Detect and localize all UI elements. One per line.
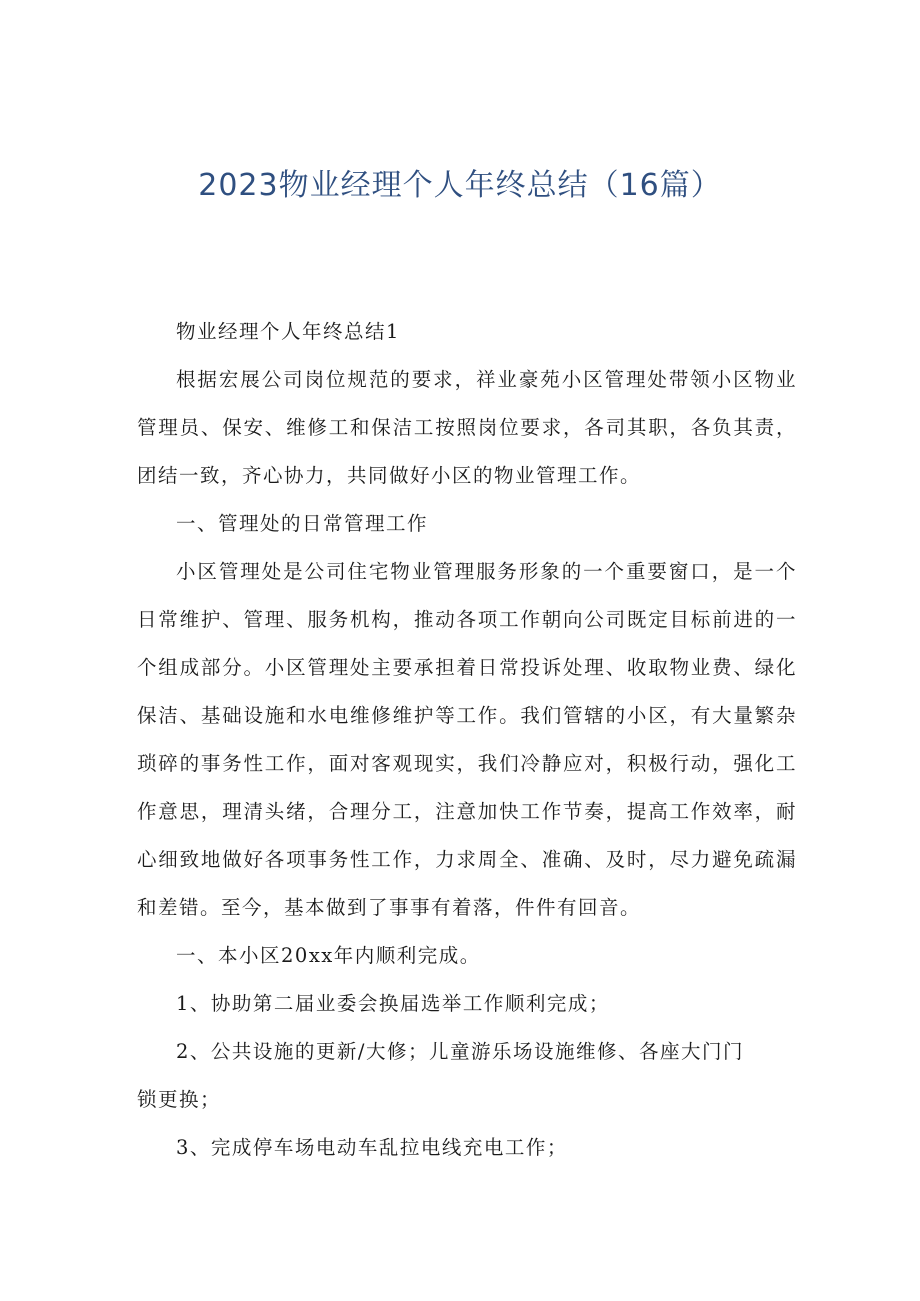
- section-title: 物业经理个人年终总结1: [176, 320, 400, 343]
- list-item: 3、完成停车场电动车乱拉电线充电工作；: [176, 1136, 568, 1159]
- list-item-continuation: 锁更换；: [137, 1088, 222, 1111]
- subheading: 一、本小区20xx年内顺利完成。: [176, 944, 481, 967]
- document-title: 2023物业经理个人年终总结（16篇）: [198, 168, 722, 203]
- document-body: [137, 308, 797, 1172]
- list-item: 2、公共设施的更新/大修；儿童游乐场设施维修、各座大门门: [176, 1040, 744, 1063]
- paragraph: 小区管理处是公司住宅物业管理服务形象的一个重要窗口，是一个日常维护、管理、服务机构，推动各项工作朝向公司既定目标前进的一个组成部分。小区管理处主要承担着日常投诉处理、收取物业费、绿化保洁、基础设施和水电维修维护等工作。我们管辖的小区，有大量繁杂琐碎的事务性工作，面对客观现实，我们冷静应对，积极行动，强化工作意思，理清头绪，合理分工，注意加快工作节奏，提高工作效率，耐心细致地做好各项事务性工作，力求周全、准确、及时，尽力避免疏漏和差错。至今，基本做到了事事有着落，件件有回音。: [137, 560, 797, 919]
- subheading: 一、管理处的日常管理工作: [176, 512, 429, 535]
- paragraph: 根据宏展公司岗位规范的要求，祥业豪苑小区管理处带领小区物业管理员、保安、维修工和保洁工按照岗位要求，各司其职，各负其责，团结一致，齐心协力，共同做好小区的物业管理工作。: [137, 368, 797, 487]
- list-item: 1、协助第二届业委会换届选举工作顺利完成；: [176, 992, 610, 1015]
